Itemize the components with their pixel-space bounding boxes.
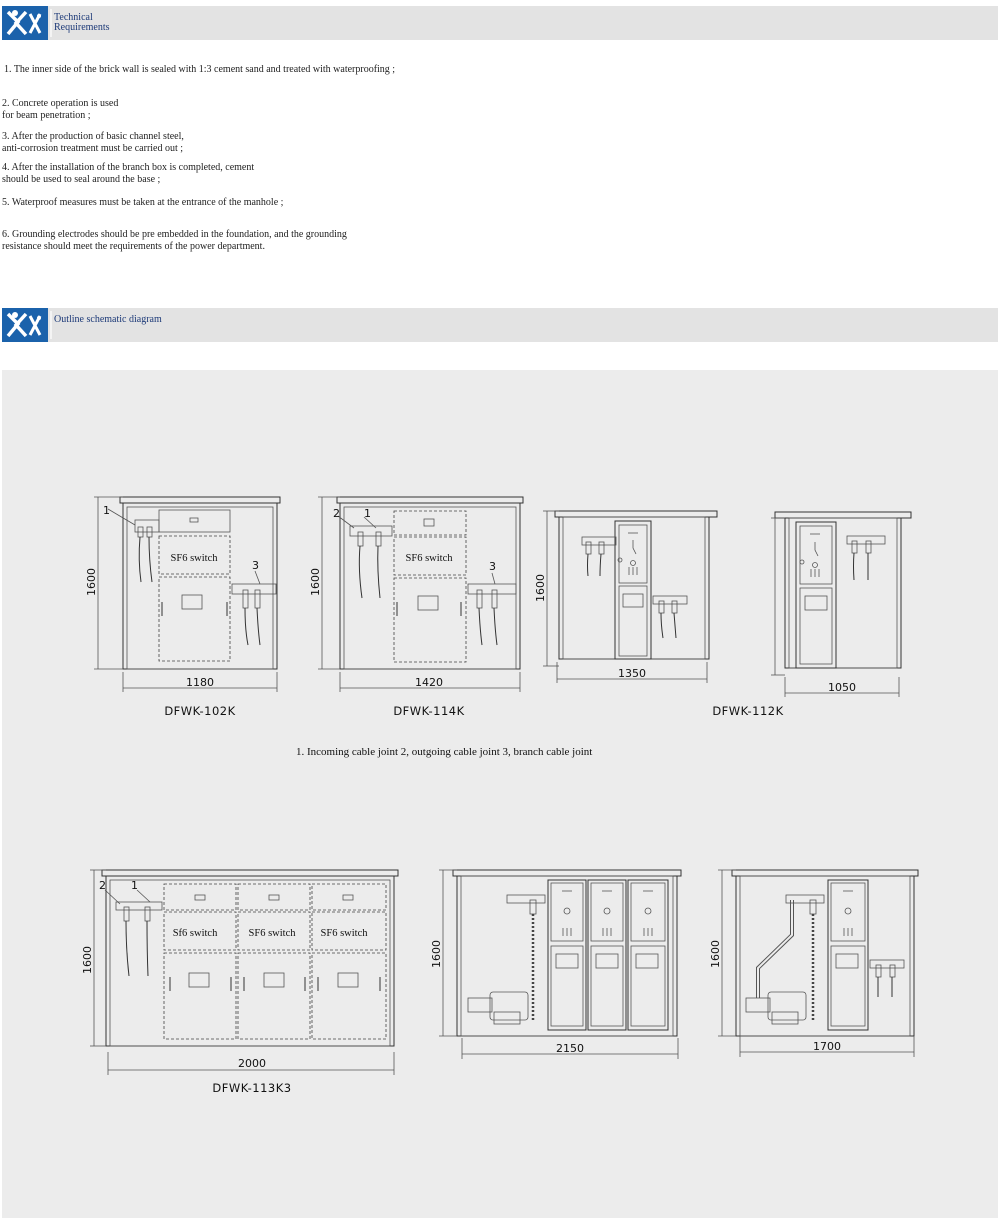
callout-1: 1: [103, 504, 110, 517]
requirement-item: 5. Waterproof measures must be taken at the entrance of the manhole ;: [2, 197, 284, 208]
switch-bay: [312, 884, 386, 1039]
width-dimension: 1180: [186, 676, 214, 689]
kx-logo-icon: [2, 308, 48, 342]
model-label: DFWK-102K: [164, 704, 236, 718]
callout-2: 2: [99, 879, 106, 892]
height-dimension: 1600: [430, 940, 443, 968]
header-divider: [50, 9, 52, 37]
cabinet-dfwk-113k3: [81, 870, 398, 1095]
callout-3: 3: [252, 559, 259, 572]
width-dimension: 2150: [556, 1042, 584, 1055]
section-title: Outline schematic diagram: [54, 314, 162, 325]
sf6-switch-label: SF6 switch: [320, 928, 368, 939]
sf6-switch-label: SF6 switch: [170, 553, 218, 564]
width-dimension: 1420: [415, 676, 443, 689]
cabinet-dfwk-102k: [85, 497, 280, 718]
height-dimension: 1600: [309, 568, 322, 596]
sf6-switch-label: SF6 switch: [248, 928, 296, 939]
sf6-switch-label: Sf6 switch: [172, 928, 218, 939]
width-dimension: 1700: [813, 1040, 841, 1053]
height-dimension: 1600: [81, 946, 94, 974]
model-label: DFWK-114K: [393, 704, 465, 718]
kx-logo-icon: [2, 6, 48, 40]
height-dimension: 1600: [534, 574, 547, 602]
callout-1: 1: [364, 507, 371, 520]
width-dimension: 1050: [828, 681, 856, 694]
outline-diagram-header: [2, 308, 998, 342]
callout-1: 1: [131, 879, 138, 892]
height-dimension: 1600: [709, 940, 722, 968]
requirement-item: 6. Grounding electrodes should be pre embedded in the foundation, and the grounding resistance should meet the requirements of the power department.: [2, 229, 347, 252]
cabinet-unit-5: [430, 870, 918, 1059]
cabinet-dfwk-114k: [309, 497, 523, 718]
width-dimension: 1350: [618, 667, 646, 680]
width-dimension: 2000: [238, 1057, 266, 1070]
requirement-item: 4. After the installation of the branch box is completed, cement should be used to seal around the base ;: [2, 162, 255, 185]
cabinet-dfwk-112k: [534, 511, 911, 718]
callout-2: 2: [333, 507, 340, 520]
requirement-item: 2. Concrete operation is used for beam penetration ;: [2, 98, 119, 121]
switch-bay: [164, 884, 236, 1039]
callout-legend-note: 1. Incoming cable joint 2, outgoing cable joint 3, branch cable joint: [296, 746, 593, 758]
requirement-item: 1. The inner side of the brick wall is sealed with 1:3 cement sand and treated with waterproofing ;: [4, 64, 396, 75]
model-label: DFWK-113K3: [212, 1081, 292, 1095]
technical-requirements-header: [2, 6, 998, 40]
requirement-item: 3. After the production of basic channel steel, anti-corrosion treatment must be carried out ;: [2, 131, 184, 154]
section-title: Technical Requirements: [54, 12, 110, 33]
outline-schematic-diagram: [2, 370, 998, 1218]
switch-bay: [238, 884, 310, 1039]
callout-3: 3: [489, 560, 496, 573]
model-label: DFWK-112K: [712, 704, 784, 718]
header-divider: [50, 311, 52, 339]
sf6-switch-label: SF6 switch: [405, 553, 453, 564]
height-dimension: 1600: [85, 568, 98, 596]
